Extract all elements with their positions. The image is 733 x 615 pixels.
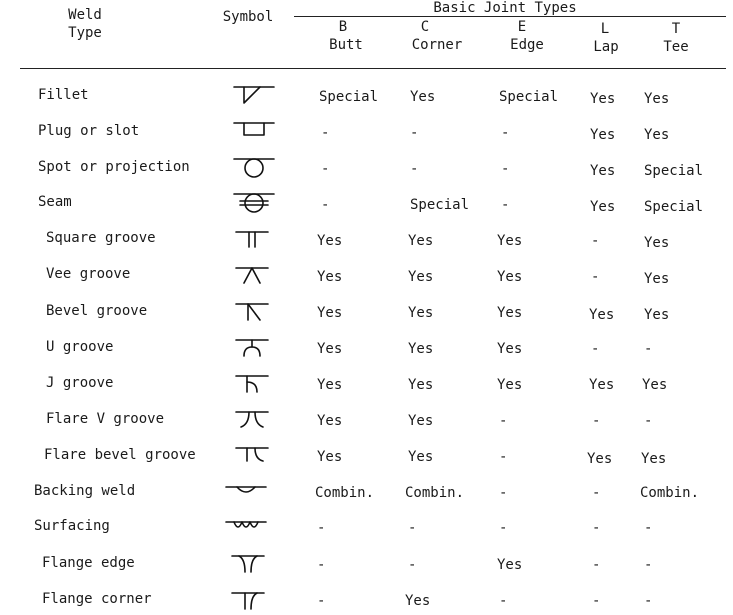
cell-butt: - — [321, 197, 330, 213]
row-weld-type: Plug or slot — [38, 123, 140, 139]
cell-lap: Yes — [590, 127, 616, 143]
cell-butt: Combin. — [315, 485, 375, 501]
cell-corner: Yes — [408, 305, 434, 321]
cell-edge: - — [499, 485, 508, 501]
col-name-butt: Butt — [329, 37, 363, 53]
cell-butt: Yes — [317, 341, 343, 357]
row-weld-type: J groove — [46, 375, 114, 391]
col-code-b: B — [338, 19, 348, 35]
cell-butt: - — [317, 593, 326, 609]
cell-corner: - — [408, 520, 417, 536]
cell-corner: Yes — [408, 377, 434, 393]
symbol-header: Symbol — [222, 9, 274, 25]
cell-edge: - — [501, 161, 510, 177]
vee-groove-icon — [230, 263, 274, 287]
row-weld-type: Seam — [38, 194, 72, 210]
cell-lap: - — [591, 233, 600, 249]
cell-corner: Combin. — [405, 485, 465, 501]
cell-tee: - — [644, 413, 653, 429]
cell-corner: Yes — [410, 89, 436, 105]
cell-corner: Yes — [405, 593, 431, 609]
cell-tee: Special — [644, 163, 704, 179]
row-weld-type: Backing weld — [34, 483, 136, 499]
row-weld-type: Flange edge — [42, 555, 135, 571]
cell-lap: Yes — [587, 451, 613, 467]
row-weld-type: Flange corner — [42, 591, 152, 607]
cell-lap: - — [592, 557, 601, 573]
col-code-l: L — [600, 21, 610, 37]
cell-lap: - — [592, 485, 601, 501]
cell-tee: - — [644, 520, 653, 536]
u-groove-icon — [230, 335, 274, 359]
col-code-e: E — [517, 19, 527, 35]
cell-tee: Yes — [644, 127, 670, 143]
row-weld-type: Bevel groove — [46, 303, 148, 319]
cell-tee: Yes — [644, 307, 670, 323]
row-weld-type: Spot or projection — [38, 159, 190, 175]
seam-weld-icon — [232, 190, 276, 214]
cell-butt: Yes — [317, 269, 343, 285]
cell-corner: Yes — [408, 449, 434, 465]
cell-tee: Combin. — [640, 485, 700, 501]
cell-corner: - — [408, 557, 417, 573]
row-weld-type: Flare bevel groove — [44, 447, 196, 463]
col-name-tee: Tee — [663, 39, 689, 55]
cell-lap: - — [591, 341, 600, 357]
cell-edge: Yes — [497, 341, 523, 357]
cell-edge: - — [499, 449, 508, 465]
cell-edge: Special — [499, 89, 559, 105]
cell-edge: Yes — [497, 233, 523, 249]
cell-butt: - — [317, 520, 326, 536]
cell-lap: - — [591, 269, 600, 285]
row-weld-type: Surfacing — [34, 518, 110, 534]
cell-tee: Yes — [644, 91, 670, 107]
cell-butt: Yes — [317, 449, 343, 465]
bevel-groove-icon — [230, 299, 274, 323]
cell-tee: - — [644, 341, 653, 357]
spot-weld-icon — [232, 155, 276, 179]
cell-edge: - — [501, 197, 510, 213]
cell-lap: Yes — [590, 163, 616, 179]
cell-edge: - — [499, 413, 508, 429]
surfacing-weld-icon — [224, 514, 268, 538]
col-code-t: T — [671, 21, 681, 37]
row-weld-type: Flare V groove — [46, 411, 165, 427]
cell-lap: Yes — [589, 377, 615, 393]
weld-type-header-line1: Weld — [68, 7, 102, 23]
row-weld-type: U groove — [46, 339, 114, 355]
cell-butt: - — [321, 161, 330, 177]
row-weld-type: Square groove — [46, 230, 156, 246]
j-groove-icon — [230, 371, 274, 395]
cell-edge: Yes — [497, 305, 523, 321]
flange-edge-icon — [226, 551, 270, 575]
cell-tee: Yes — [641, 451, 667, 467]
weld-type-header-line2: Type — [68, 25, 102, 41]
cell-corner: - — [410, 161, 419, 177]
cell-tee: - — [644, 557, 653, 573]
cell-butt: - — [321, 125, 330, 141]
row-weld-type: Vee groove — [46, 266, 131, 282]
cell-lap: - — [592, 520, 601, 536]
cell-butt: Yes — [317, 305, 343, 321]
cell-butt: Special — [319, 89, 379, 105]
fillet-weld-icon — [232, 83, 276, 107]
square-groove-icon — [230, 227, 274, 251]
backing-weld-icon — [224, 479, 268, 503]
cell-edge: - — [501, 125, 510, 141]
cell-tee: Special — [644, 199, 704, 215]
cell-corner: Yes — [408, 269, 434, 285]
flange-corner-icon — [226, 588, 270, 612]
cell-edge: Yes — [497, 269, 523, 285]
cell-edge: - — [499, 593, 508, 609]
cell-corner: Yes — [408, 233, 434, 249]
cell-lap: Yes — [590, 91, 616, 107]
cell-corner: Yes — [408, 413, 434, 429]
cell-tee: - — [644, 593, 653, 609]
cell-edge: Yes — [497, 557, 523, 573]
group-underline — [294, 16, 726, 17]
header-divider — [20, 68, 726, 69]
cell-butt: - — [317, 557, 326, 573]
cell-edge: Yes — [497, 377, 523, 393]
cell-corner: Yes — [408, 341, 434, 357]
cell-lap: Yes — [590, 199, 616, 215]
col-code-c: C — [420, 19, 430, 35]
cell-tee: Yes — [644, 271, 670, 287]
cell-butt: Yes — [317, 233, 343, 249]
cell-lap: - — [592, 593, 601, 609]
flare-bevel-groove-icon — [230, 443, 274, 467]
col-name-edge: Edge — [510, 37, 544, 53]
cell-lap: - — [592, 413, 601, 429]
row-weld-type: Fillet — [38, 87, 89, 103]
cell-tee: Yes — [642, 377, 668, 393]
cell-butt: Yes — [317, 377, 343, 393]
plug-weld-icon — [232, 119, 276, 143]
basic-joint-types-header: Basic Joint Types — [433, 0, 577, 16]
cell-tee: Yes — [644, 235, 670, 251]
flare-v-groove-icon — [230, 407, 274, 431]
cell-butt: Yes — [317, 413, 343, 429]
cell-lap: Yes — [589, 307, 615, 323]
col-name-lap: Lap — [593, 39, 619, 55]
cell-corner: - — [410, 125, 419, 141]
col-name-corner: Corner — [411, 37, 463, 53]
cell-corner: Special — [410, 197, 470, 213]
cell-edge: - — [499, 520, 508, 536]
